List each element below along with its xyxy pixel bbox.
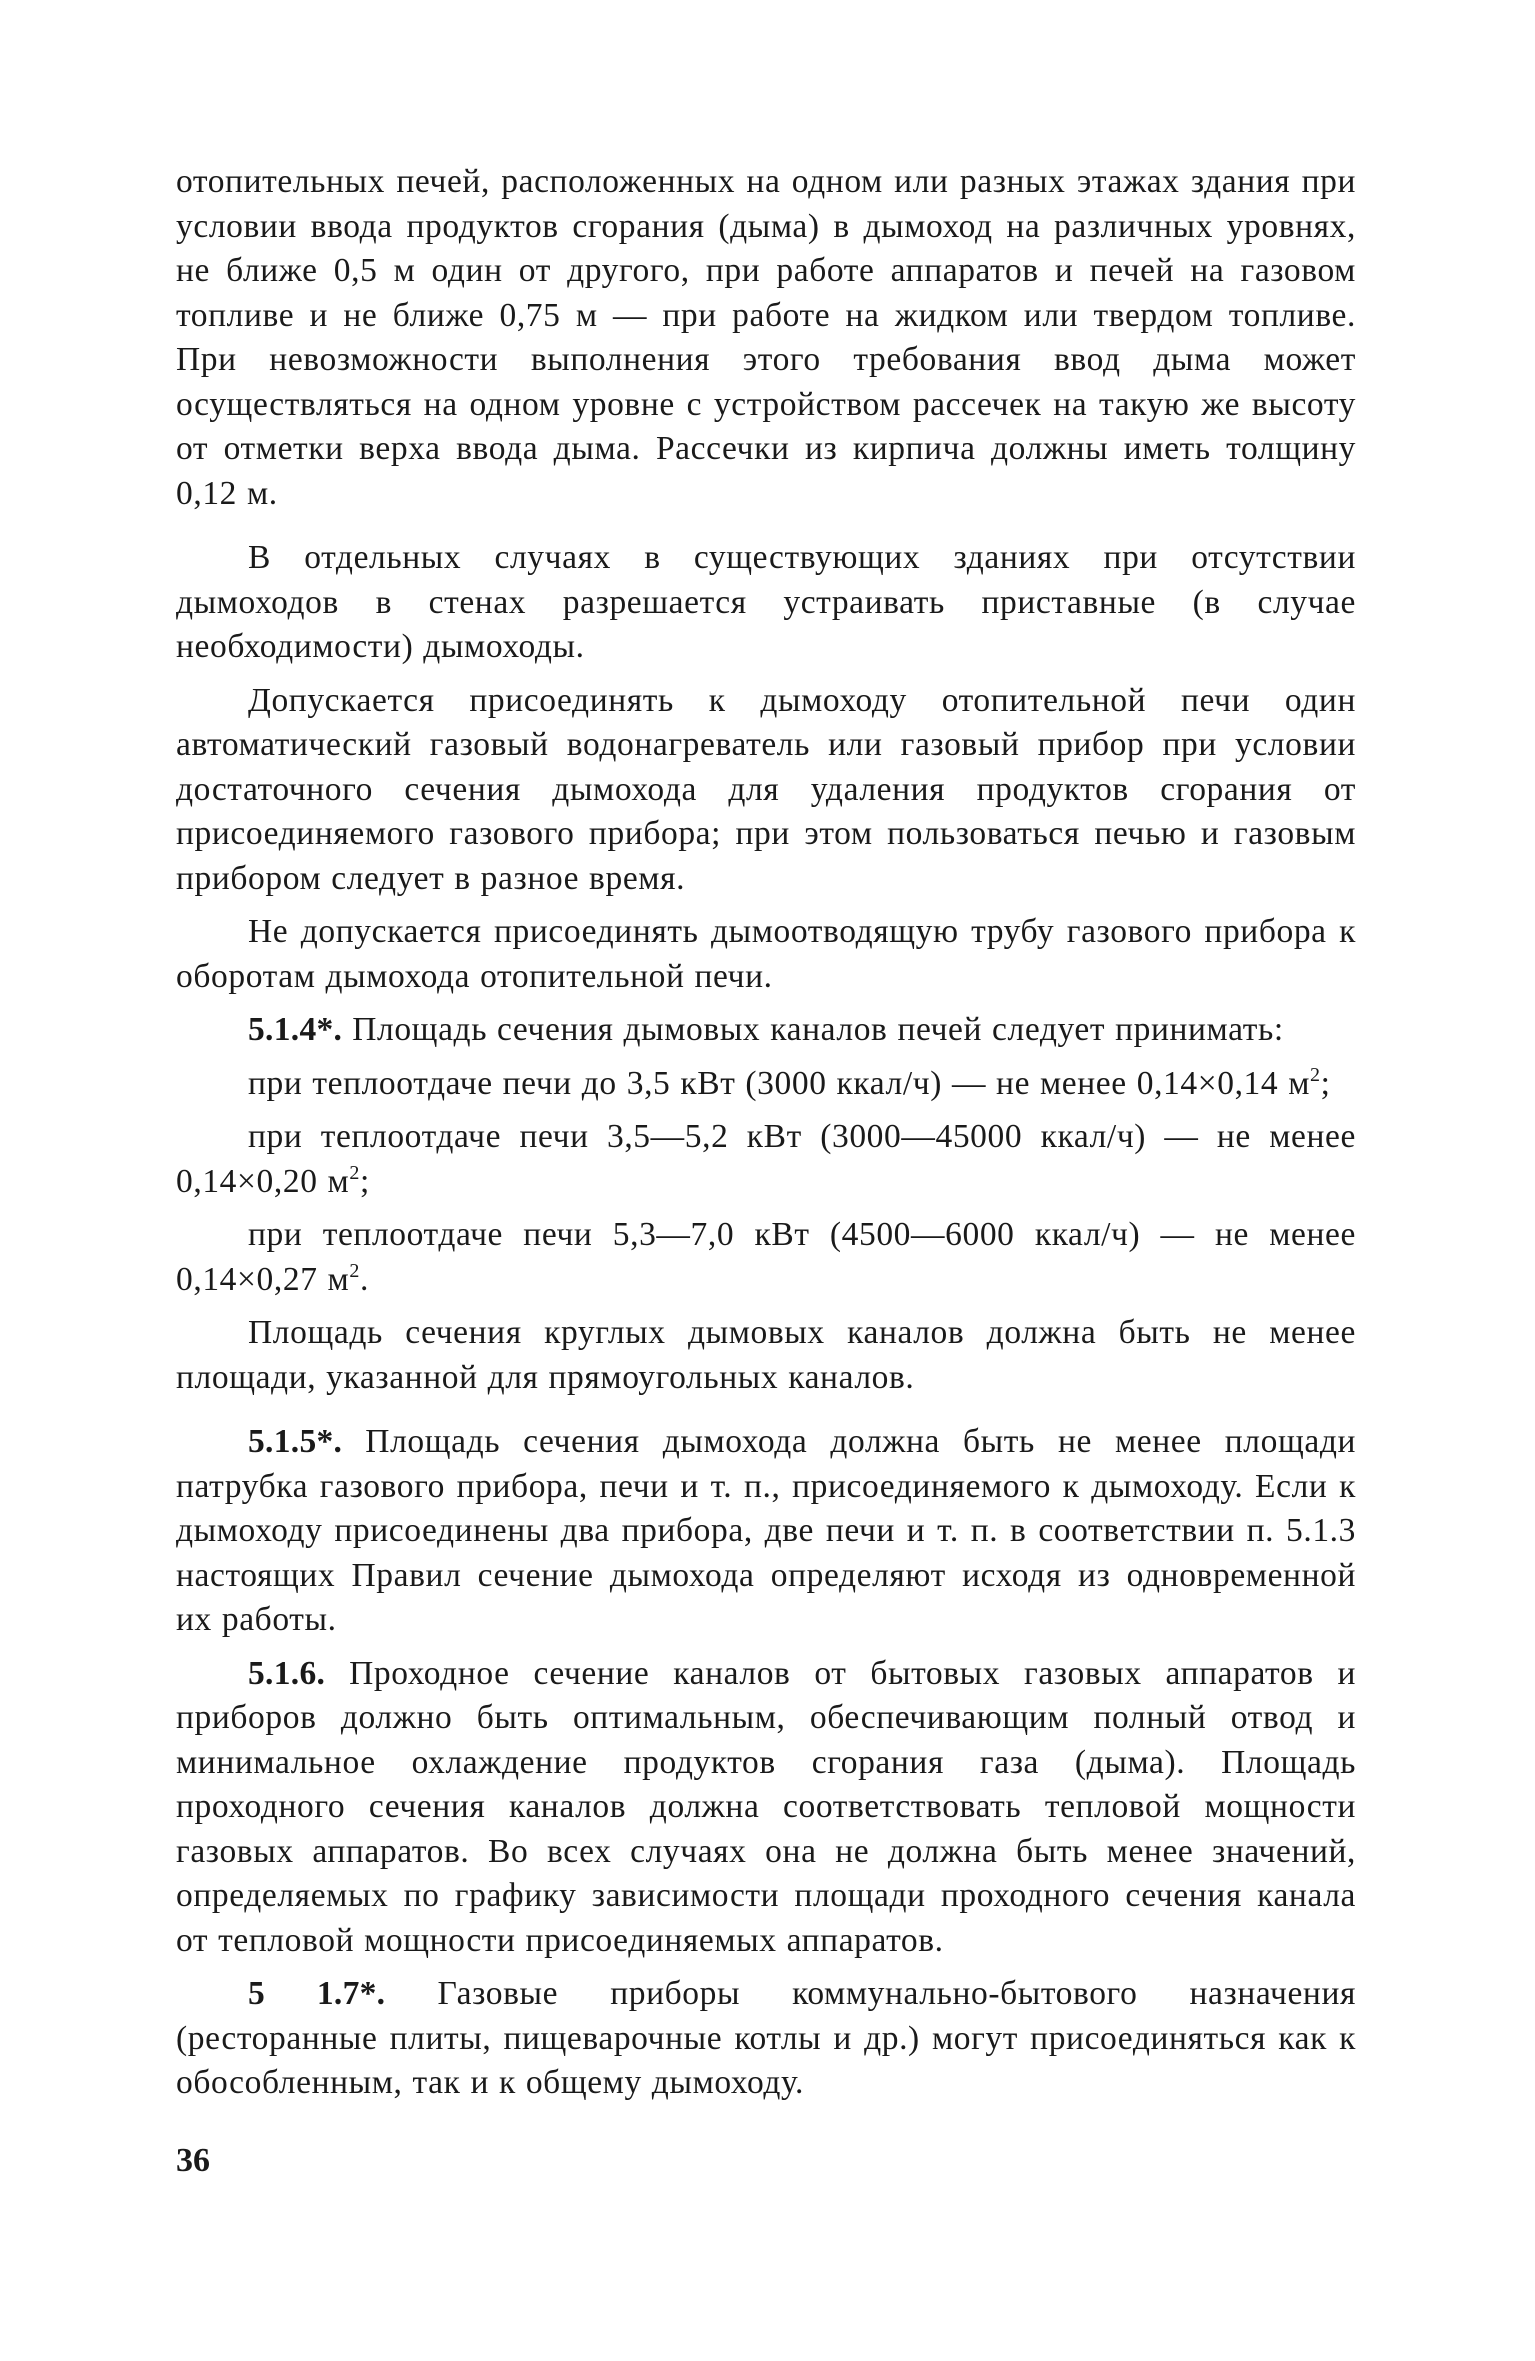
clause-number: 5.1.6. [248, 1654, 326, 1692]
list-item-text: при теплоотдаче печи 3,5—5,2 кВт (3000—45000 ккал/ч) — не менее 0,14×0,20 м [176, 1118, 1356, 1200]
punctuation: . [359, 1260, 369, 1298]
clause-5-1-5 [176, 1420, 1356, 1643]
page-number: 36 [176, 2142, 210, 2179]
paragraph-round-channels: Площадь сечения круглых дымовых каналов должна быть не менее площади, указанной для прямоугольных каналов. [176, 1314, 1356, 1396]
paragraph-attached-chimneys: В отдельных случаях в существующих зданиях при отсутствии дымоходов в стенах разрешается устраивать приставные (в случае необходимости) дымоходы. [176, 539, 1356, 665]
clause-text: Газовые приборы коммунально-бытового назначения (ресторанные плиты, пищеварочные котлы и др.) могут присоединяться как к обособленным, так и к общему дымоходу. [176, 1975, 1356, 2101]
clause-5-1-6 [176, 1652, 1356, 1964]
clause-number: 5.1.5*. [248, 1423, 343, 1460]
list-item-heat-3-5 [176, 1062, 1356, 1107]
list-item-text: при теплоотдаче печи до 3,5 кВт (3000 ккал/ч) — не менее 0,14×0,14 м [248, 1064, 1311, 1102]
paragraph-continuation: отопительных печей, расположенных на одном или разных этажах здания при условии ввода продуктов сгорания (дыма) в дымоход на различных уровнях, не ближе 0,5 м один от другого, при работе аппаратов и печей на газовом топливе и не ближе 0,75 м — при работе на жидком или твердом топливе. При невозможности выполнения этого требования ввод дыма может осуществляться на одном уровне с устройством рассечек на такую же высоту от отметки верха ввода дыма. Рассечки из кирпича должны иметь толщину 0,12 м. [176, 163, 1356, 512]
clause-5-1-7 [176, 1972, 1356, 2106]
superscript: 2 [349, 1161, 360, 1184]
punctuation: ; [359, 1162, 370, 1200]
superscript: 2 [1310, 1063, 1321, 1086]
clause-text: Площадь сечения дымовых каналов печей следует принимать: [352, 1011, 1284, 1048]
clause-number: 5.1.4*. [248, 1011, 343, 1048]
list-item-heat-7-0 [176, 1213, 1356, 1302]
punctuation: ; [1320, 1064, 1331, 1102]
page-body [176, 160, 1356, 2106]
clause-text: Проходное сечение каналов от бытовых газовых аппаратов и приборов должно быть оптимальным, обеспечивающим полный отвод и минимальное охлаждение продуктов сгорания газа (дыма). Площадь проходного сечения каналов должна соответствовать тепловой мощности газовых аппаратов. Во всех случаях она не должна быть менее значений, определяемых по графику зависимости площади проходного сечения канала от тепловой мощности присоединяемых аппаратов. [176, 1654, 1356, 1959]
list-item-heat-5-2 [176, 1115, 1356, 1204]
clause-text: Площадь сечения дымохода должна быть не менее площади патрубка газового прибора, печи и т. п., присоединяемого к дымоходу. Если к дымоходу присоединены два прибора, две печи и т. п. в соответствии п. 5.1.3 настоящих Правил сечение дымохода определяют исходя из одновременной их работы. [176, 1423, 1356, 1638]
superscript: 2 [349, 1259, 360, 1282]
paragraph-water-heater: Допускается присоединять к дымоходу отопительной печи один автоматический газовый водонагреватель или газовый прибор при условии достаточного сечения дымохода для удаления продуктов сгорания от присоединяемого газового прибора; при этом пользоваться печью и газовым прибором следует в разное время. [176, 681, 1356, 897]
clause-number: 5 1.7*. [248, 1975, 386, 2012]
list-item-text: при теплоотдаче печи 5,3—7,0 кВт (4500—6000 ккал/ч) — не менее 0,14×0,27 м [176, 1216, 1356, 1298]
clause-5-1-4 [176, 1008, 1356, 1053]
paragraph-not-allowed: Не допускается присоединять дымоотводящую трубу газового прибора к оборотам дымохода отопительной печи. [176, 913, 1356, 995]
